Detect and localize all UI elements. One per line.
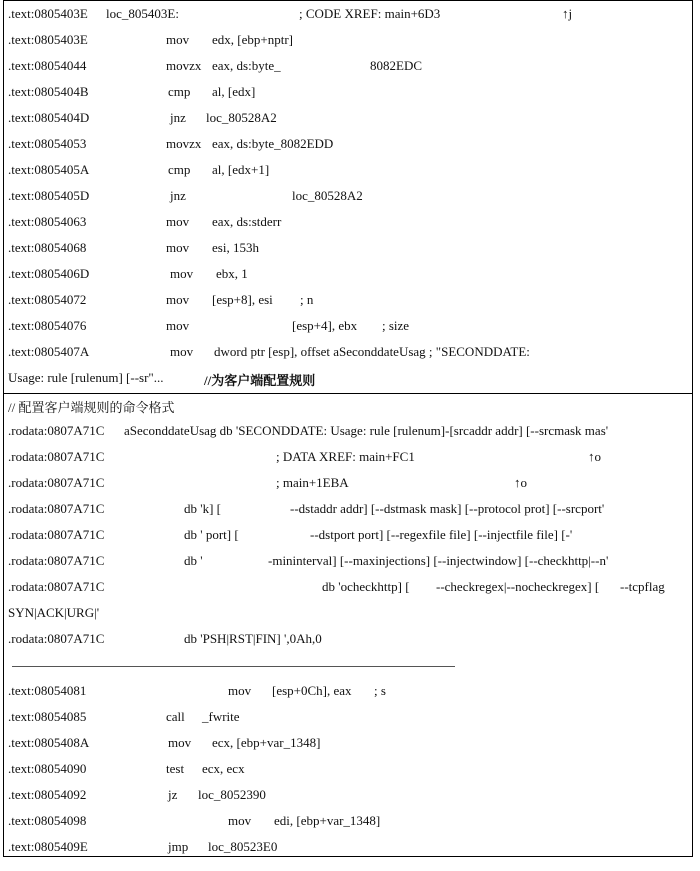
code-line xyxy=(8,631,688,657)
code-line xyxy=(8,58,688,84)
address: .text:08054072 xyxy=(8,292,87,307)
address: .rodata:0807A71C xyxy=(8,449,105,464)
operand: aSeconddateUsag db 'SECONDDATE: Usage: rule [rulenum]-[srcaddr addr] [--srcmask mas' xyxy=(124,423,609,438)
mnemonic: jnz xyxy=(170,188,186,203)
operand: [esp+4], ebx xyxy=(292,318,358,333)
mnemonic: mov xyxy=(166,318,190,333)
operand: [esp+8], esi xyxy=(212,292,273,307)
code-line xyxy=(8,839,688,865)
mnemonic: jmp xyxy=(168,839,189,854)
comment: ; n xyxy=(300,292,314,307)
address: .text:0805407A xyxy=(8,344,90,359)
code-line xyxy=(8,344,688,370)
address: .rodata:0807A71C xyxy=(8,423,105,438)
operand: ecx, ecx xyxy=(202,761,245,776)
code-line xyxy=(8,683,688,709)
operand: al, [edx] xyxy=(212,84,256,99)
mnemonic: mov xyxy=(170,266,194,281)
code-line xyxy=(8,553,688,579)
label: loc_805403E: xyxy=(106,6,179,21)
address: .text:08054044 xyxy=(8,58,87,73)
mnemonic: mov xyxy=(166,32,190,47)
operand: db ' port] [ xyxy=(184,527,239,542)
code-line xyxy=(8,110,688,136)
code-line xyxy=(8,6,688,32)
address: .text:0805404B xyxy=(8,84,89,99)
operand: dword ptr [esp], offset aSeconddateUsag ; "SECONDDATE: xyxy=(214,344,530,359)
code-line xyxy=(8,266,688,292)
operand: eax, ds:byte_ xyxy=(212,58,281,73)
mnemonic: jnz xyxy=(170,110,186,125)
operand: 8082EDC xyxy=(370,58,422,73)
code-line xyxy=(8,501,688,527)
address: .rodata:0807A71C xyxy=(8,475,105,490)
mnemonic: test xyxy=(166,761,185,776)
xref-arrow: ↑j xyxy=(562,6,573,21)
code-line xyxy=(8,813,688,839)
mnemonic: mov xyxy=(166,292,190,307)
operand: --tcpflag xyxy=(620,579,665,594)
address: .text:08054076 xyxy=(8,318,87,333)
address: .text:0805409E xyxy=(8,839,88,854)
operand: db ' xyxy=(184,553,203,568)
mnemonic: mov xyxy=(166,240,190,255)
operand: [esp+0Ch], eax xyxy=(272,683,352,698)
mnemonic: jz xyxy=(168,787,178,802)
heading-comment: // 配置客户端规则的命令格式 xyxy=(8,400,175,415)
operand: al, [edx+1] xyxy=(212,162,270,177)
address: .text:08054053 xyxy=(8,136,87,151)
section-heading xyxy=(8,397,688,423)
operand: ebx, 1 xyxy=(216,266,248,281)
comment: ; size xyxy=(382,318,410,333)
address: .rodata:0807A71C xyxy=(8,631,105,646)
section-divider xyxy=(3,393,693,394)
operand: ecx, [ebp+var_1348] xyxy=(212,735,321,750)
code-line xyxy=(8,292,688,318)
annotation-note: //为客户端配置规则 xyxy=(204,373,316,388)
address: .text:08054098 xyxy=(8,813,87,828)
code-line xyxy=(8,449,688,475)
mnemonic: movzx xyxy=(166,58,202,73)
operand: --checkregex|--nocheckregex] [ xyxy=(436,579,600,594)
code-line xyxy=(8,787,688,813)
code-line xyxy=(8,162,688,188)
address: .rodata:0807A71C xyxy=(8,501,105,516)
mnemonic: mov xyxy=(168,735,192,750)
code-line xyxy=(8,579,688,605)
operand: loc_80528A2 xyxy=(292,188,363,203)
operand: esi, 153h xyxy=(212,240,259,255)
operand: eax, ds:stderr xyxy=(212,214,282,229)
wrapped-text: SYN|ACK|URG|' xyxy=(8,605,100,620)
wrapped-text: Usage: rule [rulenum] [--sr"... xyxy=(8,370,164,385)
address: .text:08054092 xyxy=(8,787,87,802)
address: .text:08054068 xyxy=(8,240,87,255)
xref-comment: ; DATA XREF: main+FC1 xyxy=(276,449,415,464)
operand: --dstport port] [--regexfile file] [--injectfile file] [-' xyxy=(310,527,573,542)
operand: db 'k] [ xyxy=(184,501,222,516)
operand: _fwrite xyxy=(202,709,240,724)
mnemonic: call xyxy=(166,709,185,724)
code-line-wrap xyxy=(8,605,688,631)
operand: -mininterval] [--maxinjections] [--injectwindow] [--checkhttp|--n' xyxy=(268,553,609,568)
address: .rodata:0807A71C xyxy=(8,579,105,594)
code-line xyxy=(8,188,688,214)
address: .text:0805404D xyxy=(8,110,90,125)
code-line xyxy=(8,527,688,553)
address: .text:0805405D xyxy=(8,188,90,203)
address: .text:08054081 xyxy=(8,683,87,698)
comment: ; s xyxy=(374,683,386,698)
code-line xyxy=(8,214,688,240)
dashed-divider xyxy=(12,666,455,667)
operand: db 'ocheckhttp] [ xyxy=(322,579,410,594)
xref-arrow: ↑o xyxy=(514,475,527,490)
operand: loc_80528A2 xyxy=(206,110,277,125)
code-line xyxy=(8,32,688,58)
address: .rodata:0807A71C xyxy=(8,553,105,568)
operand: loc_8052390 xyxy=(198,787,266,802)
xref-arrow: ↑o xyxy=(588,449,601,464)
code-line xyxy=(8,136,688,162)
operand: edi, [ebp+var_1348] xyxy=(274,813,381,828)
address: .text:08054090 xyxy=(8,761,87,776)
operand: --dstaddr addr] [--dstmask mask] [--protocol prot] [--srcport' xyxy=(290,501,605,516)
code-line xyxy=(8,240,688,266)
address: .text:08054085 xyxy=(8,709,87,724)
xref-comment: ; CODE XREF: main+6D3 xyxy=(299,6,441,21)
address: .rodata:0807A71C xyxy=(8,527,105,542)
code-line xyxy=(8,318,688,344)
xref-comment: ; main+1EBA xyxy=(276,475,349,490)
operand: loc_80523E0 xyxy=(208,839,278,854)
address: .text:0805405A xyxy=(8,162,90,177)
code-line xyxy=(8,84,688,110)
address: .text:0805408A xyxy=(8,735,90,750)
code-line xyxy=(8,761,688,787)
code-line xyxy=(8,423,688,449)
mnemonic: cmp xyxy=(168,84,191,99)
operand: edx, [ebp+nptr] xyxy=(212,32,293,47)
operand: db 'PSH|RST|FIN] ',0Ah,0 xyxy=(184,631,322,646)
address: .text:0805403E xyxy=(8,6,88,21)
code-line xyxy=(8,475,688,501)
mnemonic: movzx xyxy=(166,136,202,151)
operand: eax, ds:byte_8082EDD xyxy=(212,136,334,151)
address: .text:08054063 xyxy=(8,214,87,229)
mnemonic: mov xyxy=(166,214,190,229)
mnemonic: mov xyxy=(228,813,252,828)
mnemonic: cmp xyxy=(168,162,191,177)
mnemonic: mov xyxy=(170,344,194,359)
address: .text:0805403E xyxy=(8,32,88,47)
mnemonic: mov xyxy=(228,683,252,698)
address: .text:0805406D xyxy=(8,266,90,281)
code-line xyxy=(8,709,688,735)
code-line xyxy=(8,735,688,761)
